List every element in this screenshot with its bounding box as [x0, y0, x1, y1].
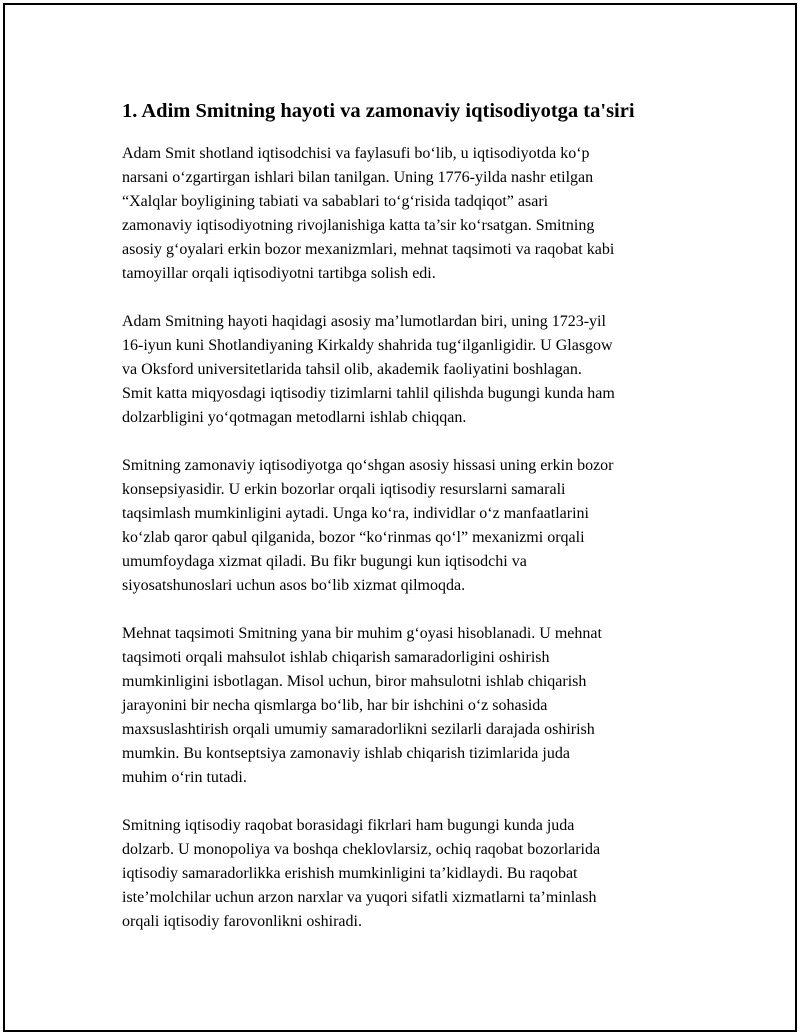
paragraph-3: Smitning zamonaviy iqtisodiyotga qo‘shgan asosiy hissasi uning erkin bozor konsepsiyasidir. U erkin bozorlar orqali iqtisodiy resurslarni samarali taqsimlash mumkinligini aytadi. Unga ko‘ra, individlar o‘z manfaatlarini ko‘zlab qaror qabul qilganida, bozor “ko‘rinmas qo‘l” mexanizmi orqali umumfoydaga xizmat qiladi. Bu fikr bugungi kun iqtisodchi va siyosatshunoslari uchun asos bo‘lib xizmat qilmoqda.: [122, 457, 614, 594]
document-body: [122, 97, 692, 958]
paragraph-5: Smitning iqtisodiy raqobat borasidagi fikrlari ham bugungi kunda juda dolzarb. U monopoliya va boshqa cheklovlarsiz, ochiq raqobat bozorlarida iqtisodiy samaradorlikka erishish mumkinligini ta’kidlaydi. Bu raqobat iste’molchilar uchun arzon narxlar va yuqori sifatli xizmatlarni ta’minlash orqali iqtisodiy farovonlikni oshiradi.: [122, 817, 601, 930]
document-page: [3, 3, 797, 1032]
section-heading: 1. Adim Smitning hayoti va zamonaviy iqtisodiyotga ta'siri: [122, 100, 635, 122]
paragraph-2: Adam Smitning hayoti haqidagi asosiy ma’lumotlardan biri, uning 1723-yil 16-iyun kuni Shotlandiyaning Kirkaldy shahrida tug‘ilganligidir. U Glasgow va Oksford universitetlarida tahsil olib, akademik faoliyatini boshlagan. Smit katta miqyosdagi iqtisodiy tizimlarni tahlil qilishda bugungi kunda ham dolzarbligini yo‘qotmagan metodlarni ishlab chiqqan.: [122, 313, 615, 426]
paragraph-1: Adam Smit shotland iqtisodchisi va faylasufi bo‘lib, u iqtisodiyotda ko‘p narsani o‘zgartirgan ishlari bilan tanilgan. Uning 1776-yilda nashr etilgan “Xalqlar boyligining tabiati va sabablari to‘g‘risida tadqiqot” asari zamonaviy iqtisodiyotning rivojlanishiga katta ta’sir ko‘rsatgan. Smitning asosiy g‘oyalari erkin bozor mexanizmlari, mehnat taqsimoti va raqobat kabi tamoyillar orqali iqtisodiyotni tartibga solish edi.: [122, 145, 615, 282]
paragraph-4: Mehnat taqsimoti Smitning yana bir muhim g‘oyasi hisoblanadi. U mehnat taqsimoti orqali mahsulot ishlab chiqarish samaradorligini oshirish mumkinligini isbotlagan. Misol uchun, biror mahsulotni ishlab chiqarish jarayonini bir necha qismlarga bo‘lib, har bir ishchini o‘z sohasida maxsuslashtirish orqali umumiy samaradorlikni sezilarli darajada oshirish mumkin. Bu kontseptsiya zamonaviy ishlab chiqarish tizimlarida juda muhim o‘rin tutadi.: [122, 625, 602, 786]
